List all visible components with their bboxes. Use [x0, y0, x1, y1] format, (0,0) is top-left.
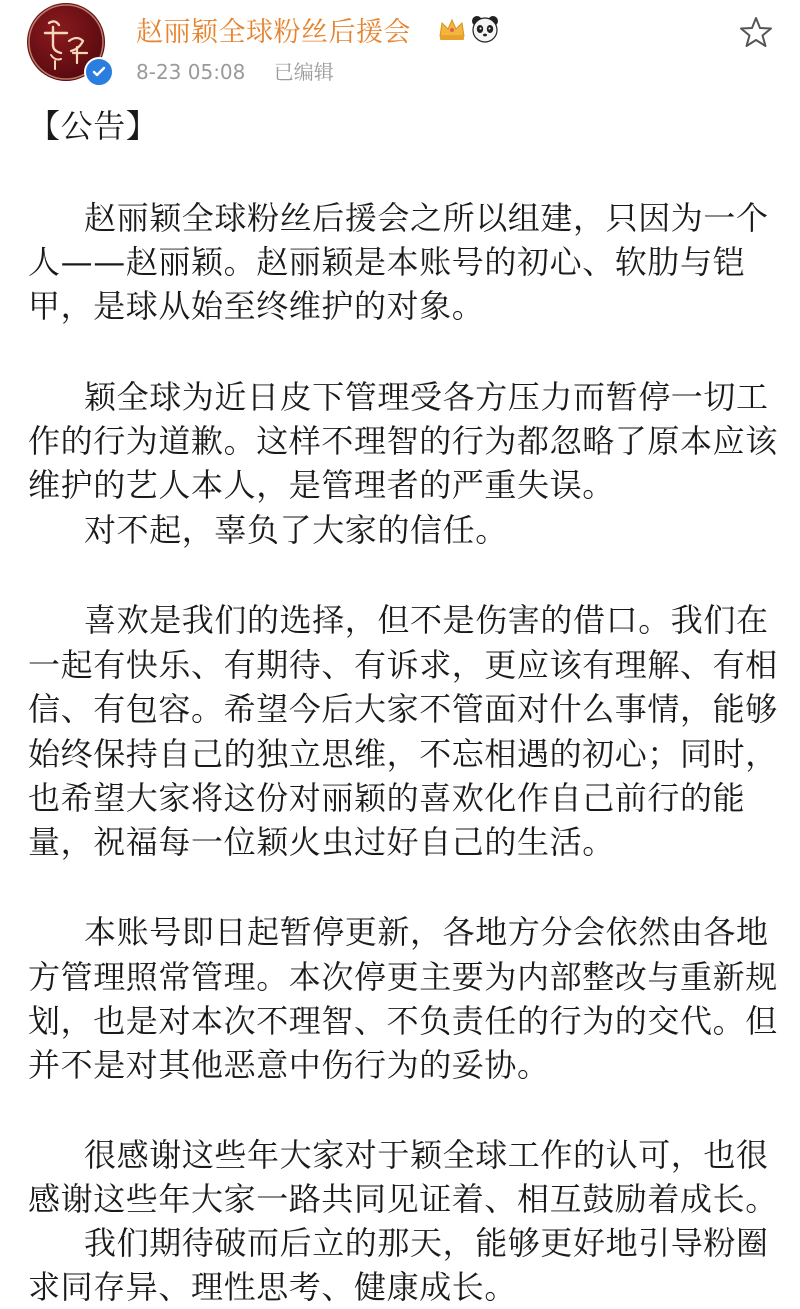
body-line: 很感谢这些年大家对于颖全球工作的认可，也很 [84, 1136, 769, 1174]
body-line: 喜欢是我们的选择，但不是伤害的借口。我们在 [84, 601, 769, 639]
notice-title: 【公告】 [28, 107, 159, 145]
post-time: 8-23 05:08 [136, 60, 246, 84]
body-line: 人——赵丽颖。赵丽颖是本账号的初心、软肋与铠 [28, 243, 746, 281]
body-line: 方管理照常管理。本次停更主要为内部整改与重新规 [28, 958, 778, 996]
verified-badge-icon [84, 57, 114, 87]
body-line: 始终保持自己的独立思维，不忘相遇的初心；同时， [28, 735, 778, 773]
body-line: 维护的艺人本人，是管理者的严重失误。 [28, 466, 615, 504]
crown-icon [437, 16, 467, 42]
body-line: 也希望大家将这份对丽颖的喜欢化作自己前行的能 [28, 779, 746, 817]
body-line: 颖全球为近日皮下管理受各方压力而暂停一切工 [84, 378, 769, 416]
body-line: 甲，是球从始至终维护的对象。 [28, 287, 485, 325]
body-line: 划，也是对本次不理智、不负责任的行为的交代。但 [28, 1002, 778, 1040]
body-line: 并不是对其他恶意中伤行为的妥协。 [28, 1046, 550, 1084]
author-name[interactable]: 赵丽颖全球粉丝后援会 [136, 17, 411, 48]
body-line: 信、有包容。希望今后大家不管面对什么事情，能够 [28, 690, 778, 728]
body-line: 作的行为道歉。这样不理智的行为都忽略了原本应该 [28, 422, 778, 460]
star-icon[interactable] [738, 14, 774, 50]
post-meta [136, 56, 356, 85]
body-line: 赵丽颖全球粉丝后援会之所以组建，只因为一个 [84, 199, 769, 237]
body-line: 本账号即日起暂停更新，各地方分会依然由各地 [84, 913, 769, 951]
edited-label[interactable]: 已编辑 [273, 60, 334, 84]
body-line: 我们期待破而后立的那天，能够更好地引导粉圈 [84, 1224, 769, 1262]
panda-icon [470, 14, 500, 44]
post-header [0, 0, 800, 100]
body-line: 求同存异、理性思考、健康成长。 [28, 1268, 518, 1306]
body-line: 对不起，辜负了大家的信任。 [84, 511, 508, 549]
body-line: 感谢这些年大家一路共同见证着、相互鼓励着成长。 [28, 1180, 778, 1218]
body-line: 量，祝福每一位颖火虫过好自己的生活。 [28, 823, 615, 861]
body-line: 一起有快乐、有期待、有诉求，更应该有理解、有相 [28, 646, 778, 684]
